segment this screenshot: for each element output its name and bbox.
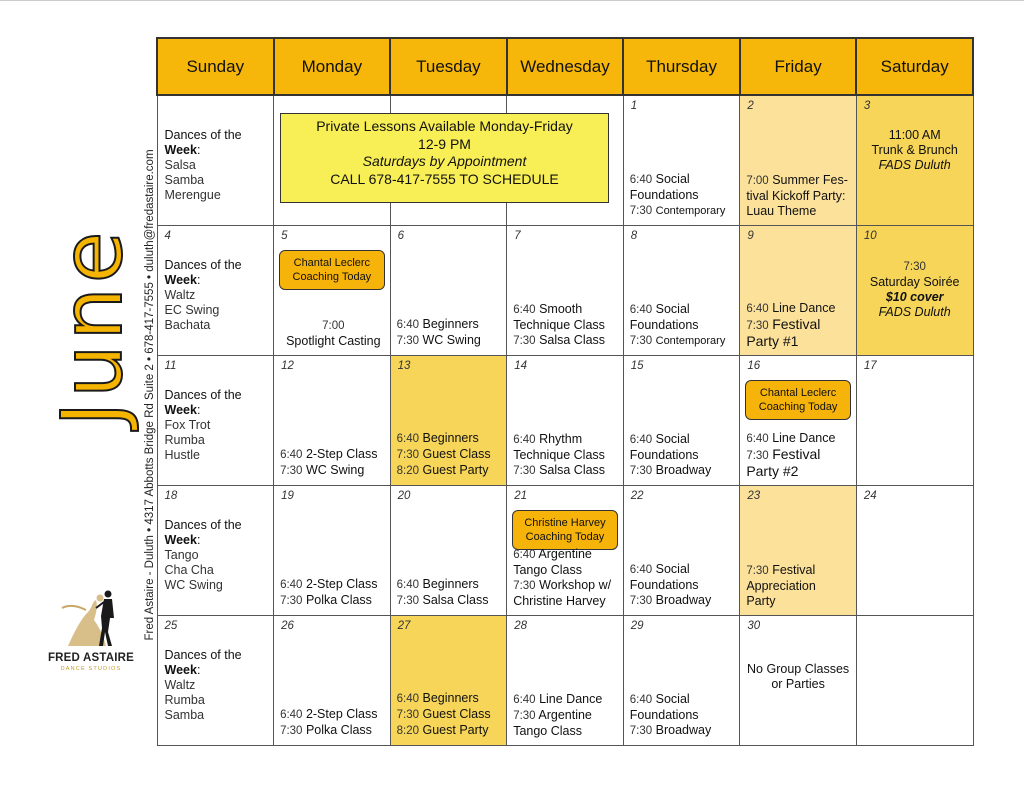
events: No Group Classes or Parties bbox=[747, 662, 850, 691]
day-number: 22 bbox=[630, 490, 644, 502]
dance-item: Rumba bbox=[164, 433, 205, 447]
day-cell bbox=[157, 486, 274, 616]
events: 6:40 Argentine Tango Class 7:30 Workshop w/ Christine Harvey bbox=[513, 547, 612, 608]
dotw-week: Week bbox=[164, 143, 197, 157]
dance-item: Salsa bbox=[164, 158, 196, 172]
events: 7:00 Summer Fes- tival Kickoff Party: Luau Theme bbox=[746, 173, 848, 218]
events: 6:40 Line Dance 7:30 Festival Party #1 bbox=[746, 301, 836, 349]
events: 7:30 Festival Appreciation Party bbox=[746, 563, 816, 608]
day-number: 17 bbox=[863, 360, 877, 372]
private-line-2: 12-9 PM bbox=[418, 135, 471, 152]
day-number: 5 bbox=[281, 230, 288, 242]
dances-of-week: Dances of the Week: Salsa Samba Merengue bbox=[164, 128, 242, 202]
events: 6:40 Line Dance 7:30 Argentine Tango Class bbox=[513, 692, 603, 738]
dance-item: WC Swing bbox=[164, 578, 223, 592]
dance-item: Fox Trot bbox=[164, 418, 211, 432]
day-cell bbox=[740, 356, 857, 486]
dance-item: Rumba bbox=[164, 693, 205, 707]
dances-of-week: Dances of the Week: Tango Cha Cha WC Swing bbox=[164, 518, 242, 592]
day-cell bbox=[856, 95, 973, 226]
coaching-badge: Chantal Leclerc Coaching Today bbox=[279, 250, 385, 290]
day-number: 26 bbox=[281, 620, 294, 632]
day-number: 7 bbox=[514, 230, 521, 242]
day-number: 30 bbox=[747, 620, 761, 632]
day-cell bbox=[390, 486, 507, 616]
dance-item: Tango bbox=[164, 548, 199, 562]
private-line-4: CALL 678-417-7555 TO SCHEDULE bbox=[330, 170, 559, 187]
events: 6:40 Rhythm Technique Class 7:30 Salsa Class bbox=[513, 432, 606, 477]
day-header: Monday bbox=[274, 38, 391, 95]
day-number: 27 bbox=[397, 620, 411, 632]
day-cell bbox=[507, 486, 624, 616]
day-cell bbox=[623, 356, 740, 486]
dances-of-week: Dances of the Week: Waltz EC Swing Bachata bbox=[164, 258, 242, 332]
dance-item: Samba bbox=[164, 708, 205, 722]
day-number: 16 bbox=[747, 360, 761, 372]
events: 11:00 AM Trunk & Brunch FADS Duluth bbox=[871, 128, 958, 172]
sidebar bbox=[0, 0, 156, 791]
dancing-couple-logo-icon bbox=[48, 588, 138, 650]
events: 6:40 Social Foundations 7:30 Contemporary bbox=[629, 172, 726, 217]
day-number: 1 bbox=[630, 100, 638, 112]
week-row bbox=[157, 486, 973, 616]
day-cell bbox=[507, 616, 624, 746]
week-row bbox=[157, 616, 973, 746]
events: 6:40 Social Foundations 7:30 Broadway bbox=[629, 562, 712, 607]
dance-item: Hustle bbox=[164, 448, 200, 462]
day-cell bbox=[390, 356, 507, 486]
dances-of-week: Dances of the Week: Fox Trot Rumba Hustle bbox=[164, 388, 242, 462]
day-cell bbox=[856, 226, 973, 356]
events: 6:40 Social Foundations 7:30 Contemporary bbox=[629, 302, 726, 347]
coaching-badge: Chantal Leclerc Coaching Today bbox=[745, 380, 851, 420]
day-number: 4 bbox=[164, 230, 171, 242]
day-header: Tuesday bbox=[390, 38, 507, 95]
dance-item: Waltz bbox=[164, 678, 196, 692]
month-title: June bbox=[43, 227, 141, 427]
day-number: 20 bbox=[397, 490, 411, 502]
private-line-1: Private Lessons Available Monday-Friday bbox=[316, 118, 573, 134]
week-row bbox=[157, 226, 973, 356]
day-cell bbox=[274, 226, 391, 356]
day-cell bbox=[274, 616, 391, 746]
day-cell bbox=[740, 95, 857, 226]
day-cell bbox=[390, 226, 507, 356]
events: 6:40 Line Dance 7:30 Festival Party #2 bbox=[746, 431, 836, 479]
day-cell bbox=[274, 356, 391, 486]
day-cell bbox=[856, 356, 973, 486]
day-cell bbox=[740, 616, 857, 746]
brand-tagline: DANCE STUDIOS bbox=[60, 666, 122, 672]
day-number: 21 bbox=[514, 490, 527, 502]
day-number: 9 bbox=[747, 230, 754, 242]
day-header: Saturday bbox=[856, 38, 973, 95]
day-number: 10 bbox=[863, 230, 877, 242]
day-number: 13 bbox=[397, 360, 411, 372]
events: 6:40 Smooth Technique Class 7:30 Salsa Class bbox=[513, 302, 606, 347]
day-number: 23 bbox=[747, 490, 761, 502]
dance-item: EC Swing bbox=[164, 303, 220, 317]
dances-of-week: Dances of the Week: Waltz Rumba Samba bbox=[164, 648, 242, 722]
events: 6:40 Beginners 7:30 Guest Class 8:20 Guest Party bbox=[396, 691, 491, 737]
dance-item: Bachata bbox=[164, 318, 211, 332]
day-cell bbox=[856, 486, 973, 616]
dance-item: Samba bbox=[164, 173, 205, 187]
day-cell bbox=[157, 616, 274, 746]
day-cell bbox=[157, 226, 274, 356]
day-number: 14 bbox=[514, 360, 527, 372]
events: 6:40 Beginners 7:30 WC Swing bbox=[396, 317, 481, 347]
day-cell bbox=[623, 226, 740, 356]
events: 6:40 Beginners 7:30 Salsa Class bbox=[396, 577, 489, 607]
day-number: 25 bbox=[164, 620, 178, 632]
dotw-label: Dances of the bbox=[164, 128, 242, 142]
day-number: 28 bbox=[514, 620, 527, 632]
day-header: Thursday bbox=[623, 38, 740, 95]
day-cell bbox=[157, 95, 274, 226]
events: 6:40 2-Step Class 7:30 WC Swing bbox=[280, 447, 378, 477]
day-number: 15 bbox=[630, 360, 644, 372]
day-number: 18 bbox=[164, 490, 178, 502]
day-cell bbox=[507, 226, 624, 356]
weekday-header bbox=[157, 38, 973, 95]
day-number: 2 bbox=[747, 100, 754, 112]
day-number: 24 bbox=[863, 490, 877, 502]
events: 7:30 Saturday Soirée $10 cover FADS Duluth bbox=[869, 261, 960, 319]
day-header: Friday bbox=[740, 38, 857, 95]
day-number: 19 bbox=[281, 490, 294, 502]
day-cell bbox=[623, 486, 740, 616]
day-header: Wednesday bbox=[507, 38, 624, 95]
day-number: 6 bbox=[397, 230, 405, 242]
day-header: Sunday bbox=[157, 38, 274, 95]
day-number: 3 bbox=[863, 100, 871, 112]
week-row bbox=[157, 356, 973, 486]
day-number: 29 bbox=[630, 620, 644, 632]
day-number: 8 bbox=[630, 230, 638, 242]
dance-item: Merengue bbox=[164, 188, 221, 202]
events: 6:40 2-Step Class 7:30 Polka Class bbox=[280, 707, 378, 737]
dance-item: Cha Cha bbox=[164, 563, 214, 577]
day-cell bbox=[157, 356, 274, 486]
brand-name: FRED ASTAIRE bbox=[47, 652, 135, 664]
coaching-badge: Christine Harvey Coaching Today bbox=[512, 510, 618, 550]
studio-address: Fred Astaire - Duluth • 4317 Abbotts Bridge Rd Suite 2 • 678-417-7555 • duluth@fredastaire.com bbox=[144, 149, 156, 641]
events: 6:40 Beginners 7:30 Guest Class 8:20 Guest Party bbox=[396, 431, 491, 477]
private-line-3: Saturdays by Appointment bbox=[362, 153, 527, 169]
day-cell bbox=[507, 356, 624, 486]
day-cell bbox=[623, 616, 740, 746]
day-cell bbox=[390, 616, 507, 746]
day-cell bbox=[623, 95, 740, 226]
day-number: 12 bbox=[281, 360, 294, 372]
events: 7:00 Spotlight Casting bbox=[286, 320, 381, 348]
day-cell bbox=[274, 486, 391, 616]
dance-item: Waltz bbox=[164, 288, 196, 302]
day-cell bbox=[740, 486, 857, 616]
day-cell bbox=[856, 616, 973, 746]
day-cell bbox=[740, 226, 857, 356]
events: 6:40 Social Foundations 7:30 Broadway bbox=[629, 432, 712, 477]
day-number: 11 bbox=[164, 360, 177, 372]
events: 6:40 2-Step Class 7:30 Polka Class bbox=[280, 577, 378, 607]
events: 6:40 Social Foundations 7:30 Broadway bbox=[629, 692, 712, 737]
private-lessons-banner bbox=[280, 113, 609, 203]
